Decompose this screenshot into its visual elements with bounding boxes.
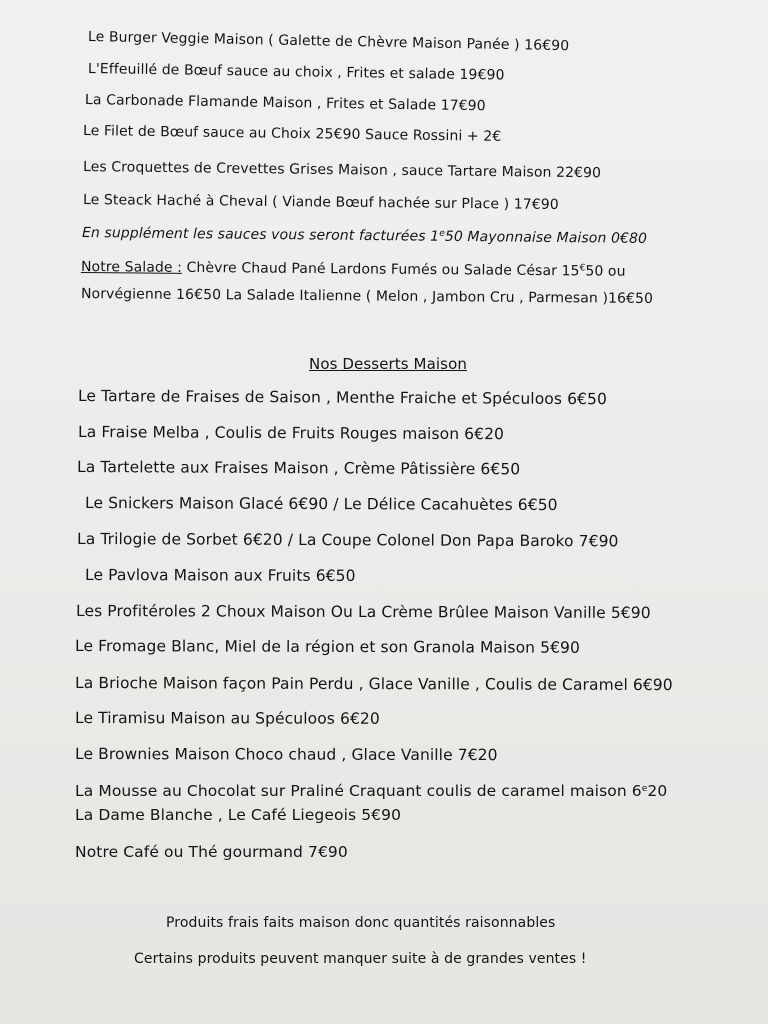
menu-item: La Carbonade Flamande Maison , Frites et Salade 17€90 (84, 92, 486, 115)
menu-item: Les Croquettes de Crevettes Grises Maison , sauce Tartare Maison 22€90 (82, 159, 602, 182)
footer-note-1: Produits frais faits maison donc quantités raisonnables (166, 915, 556, 931)
dessert-item: Notre Café ou Thé gourmand 7€90 (75, 843, 348, 861)
salad-line-2: Norvégienne 16€50 La Salade Italienne ( Melon , Jambon Cru , Parmesan )16€50 (80, 286, 654, 307)
salad-line: Notre Salade : Chèvre Chaud Pané Lardons Fumés ou Salade César 15€50 ou (80, 259, 626, 280)
menu-item: Le Filet de Bœuf sauce au Choix 25€90 Sauce Rossini + 2€ (82, 123, 502, 145)
dessert-item: La Trilogie de Sorbet 6€20 / La Coupe Colonel Don Papa Baroko 7€90 (76, 530, 619, 551)
dessert-item: Le Fromage Blanc, Miel de la région et son Granola Maison 5€90 (74, 637, 581, 657)
dessert-item: Le Brownies Maison Choco chaud , Glace Vanille 7€20 (74, 745, 498, 765)
dessert-item: La Brioche Maison façon Pain Perdu , Glace Vanille , Coulis de Caramel 6€90 (74, 674, 673, 695)
dessert-item: La Dame Blanche , Le Café Liegeois 5€90 (75, 806, 402, 824)
dessert-item: Le Tiramisu Maison au Spéculoos 6€20 (74, 709, 380, 728)
dessert-item-mousse: La Mousse au Chocolat sur Praliné Craquant coulis de caramel maison 6e20 (75, 782, 668, 800)
sauce-supplement-note: En supplément les sauces vous seront facturées 1e50 Mayonnaise Maison 0€80 (81, 225, 648, 247)
desserts-heading: Nos Desserts Maison (309, 355, 467, 373)
dessert-item: Les Profitéroles 2 Choux Maison Ou La Crème Brûlee Maison Vanille 5€90 (75, 602, 651, 623)
dessert-item: Le Tartare de Fraises de Saison , Menthe Fraiche et Spéculoos 6€50 (77, 387, 607, 409)
footer-note-2: Certains produits peuvent manquer suite à de grandes ventes ! (134, 951, 587, 967)
menu-item: Le Burger Veggie Maison ( Galette de Chèvre Maison Panée ) 16€90 (87, 29, 570, 55)
dessert-item: Le Snickers Maison Glacé 6€90 / Le Délice Cacahuètes 6€50 (84, 494, 558, 515)
salad-label: Notre Salade : (80, 259, 183, 276)
dessert-item: Le Pavlova Maison aux Fruits 6€50 (84, 566, 356, 585)
menu-item: Le Steack Haché à Cheval ( Viande Bœuf hachée sur Place ) 17€90 (82, 192, 559, 213)
dessert-item: La Fraise Melba , Coulis de Fruits Rouges maison 6€20 (77, 423, 505, 444)
dessert-item: La Tartelette aux Fraises Maison , Crème Pâtissière 6€50 (76, 458, 521, 479)
menu-item: L'Effeuillé de Bœuf sauce au choix , Frites et salade 19€90 (87, 61, 505, 84)
